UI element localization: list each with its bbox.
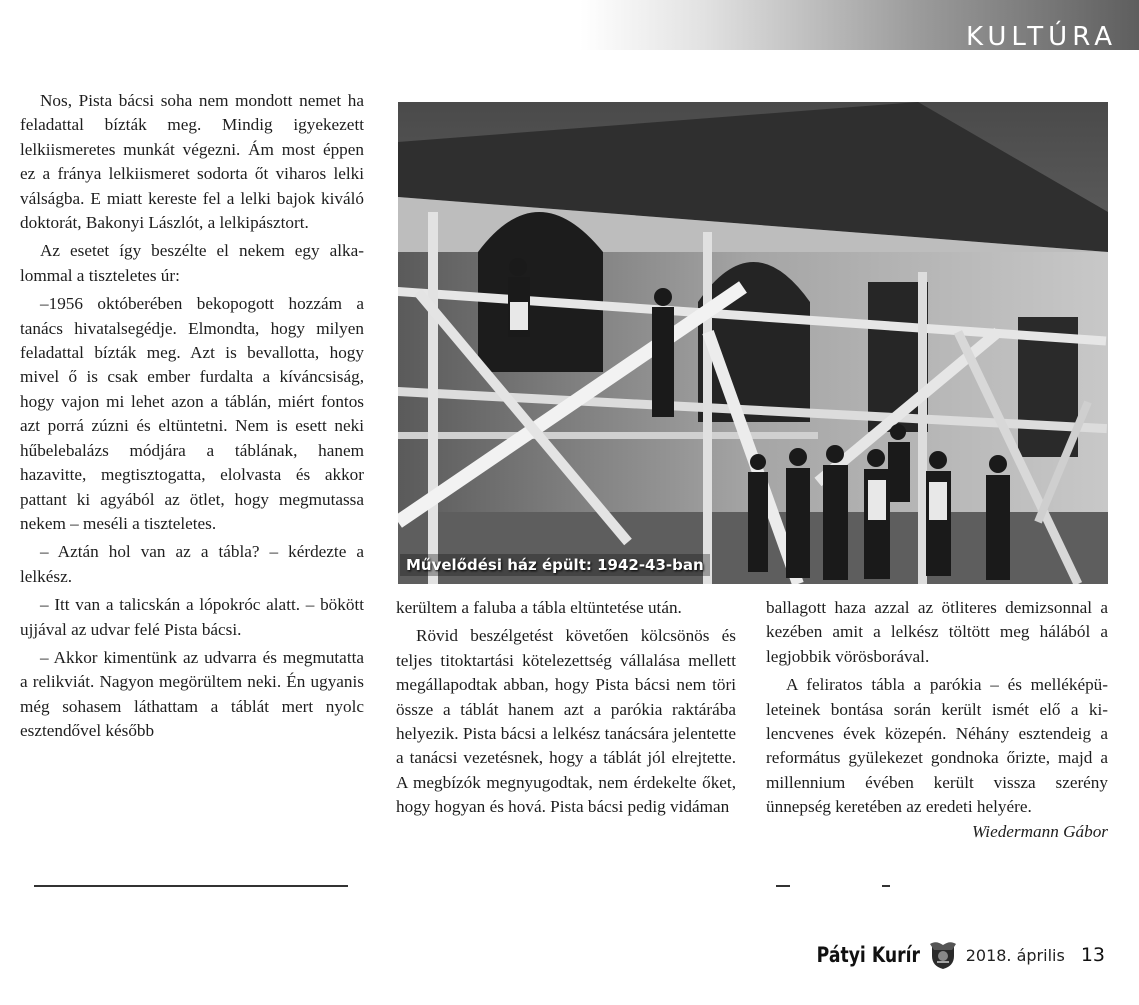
paragraph: Rövid beszélgetést követően kölcsönös és teljes titoktartási kötelezettség vállalása mellett megállapodtak abban, hogy Pista bácsi nem töri össze a táblát hanem azt a parókia raktárába helyezik. Pista bácsi a lelkész tanácsára jelentette a tanácsi vezetésnek, hogy a táblát jól elrejtette. A megbízók megnyugodtak, nem érdekelte őket, hogy hogyan és hová. Pista bácsi pedig vidáman	[396, 626, 736, 817]
construction-photo-illustration	[398, 102, 1108, 584]
author-signature: Wiedermann Gábor	[971, 821, 1108, 841]
historic-photo	[398, 102, 1108, 584]
paragraph: Nos, Pista bácsi soha nem mondott nemet ha feladattal bízták meg. Mindig igyekezett lelkiismeretes munkát végezni. Ám most éppen ez a fránya lelkiismeret sodorta őt viharos lelki válságba. E miatt kereste fel a lelki bajok kiváló doktorát, Bakonyi Lászlót, a lelkipásztort.	[20, 91, 364, 233]
page-footer	[794, 940, 1105, 970]
photo-caption: Művelődési ház épült: 1942-43-ban	[400, 554, 710, 576]
paragraph: –1956 októberében bekopogott hozzám a tanács hivatalsegédje. Elmondta, hogy milyen feladattal bízták meg. Azt is bevallotta, hogy mivel ő is csak ember furdalta a kíváncsiság, hogy vajon mi lehet azon a táblán, miért fontos azt porrá zúzni és eltüntetni. Nem is esett neki hűbelebalázs módjára a táblának, hanem hazavitte, megtisztogatta, elolvasta és akkor pattant ki agyából az ötlet, hogy megmutassa nekem – meséli a tiszteletes.	[20, 294, 364, 533]
paragraph: A feliratos tábla a parókia – és melléképületeinek bontása során került ismét elő a kilencvenes évek közepén. Néhány esztendeig a református gyülekezet gondnoka őrizte, majd a millennium évében került vissza szerény ünnepség keretében az eredeti helyére.	[766, 675, 1108, 817]
magazine-name: Pátyi Kurír	[816, 943, 920, 967]
paragraph: – Itt van a talicskán a lópokróc alatt. – bökött ujjával az udvar felé Pista bácsi.	[20, 595, 364, 639]
paragraph: – Akkor kimentünk az udvarra és megmutatta a relikviát. Nagyon megörültem neki. Én ugyanis még sohasem láthattam a táblát mert nyolc esztendővel később	[20, 647, 364, 741]
article-column-2	[396, 596, 736, 820]
article-column-3	[766, 596, 1108, 844]
crest-icon	[928, 940, 958, 970]
divider-rule	[882, 885, 890, 887]
paragraph: Az esetet így beszélte el nekem egy alkalommal a tiszteletes úr:	[20, 241, 364, 285]
paragraph: kerültem a faluba a tábla eltüntetése után.	[396, 598, 682, 617]
paragraph: ballagott haza azzal az ötliteres demizsonnal a kezében amit a lelkész töltött meg hálából a legjobbik vörösborával.	[766, 598, 1108, 666]
divider-rule	[776, 885, 790, 887]
section-label: KULTÚRA	[966, 22, 1117, 52]
divider-rule	[34, 885, 348, 887]
header-band	[580, 0, 1139, 50]
issue-date: 2018. április	[965, 945, 1065, 965]
page-number: 13	[1080, 944, 1105, 966]
paragraph: – Aztán hol van az a tábla? – kérdezte a lelkész.	[20, 542, 364, 586]
article-column-1	[20, 89, 364, 744]
